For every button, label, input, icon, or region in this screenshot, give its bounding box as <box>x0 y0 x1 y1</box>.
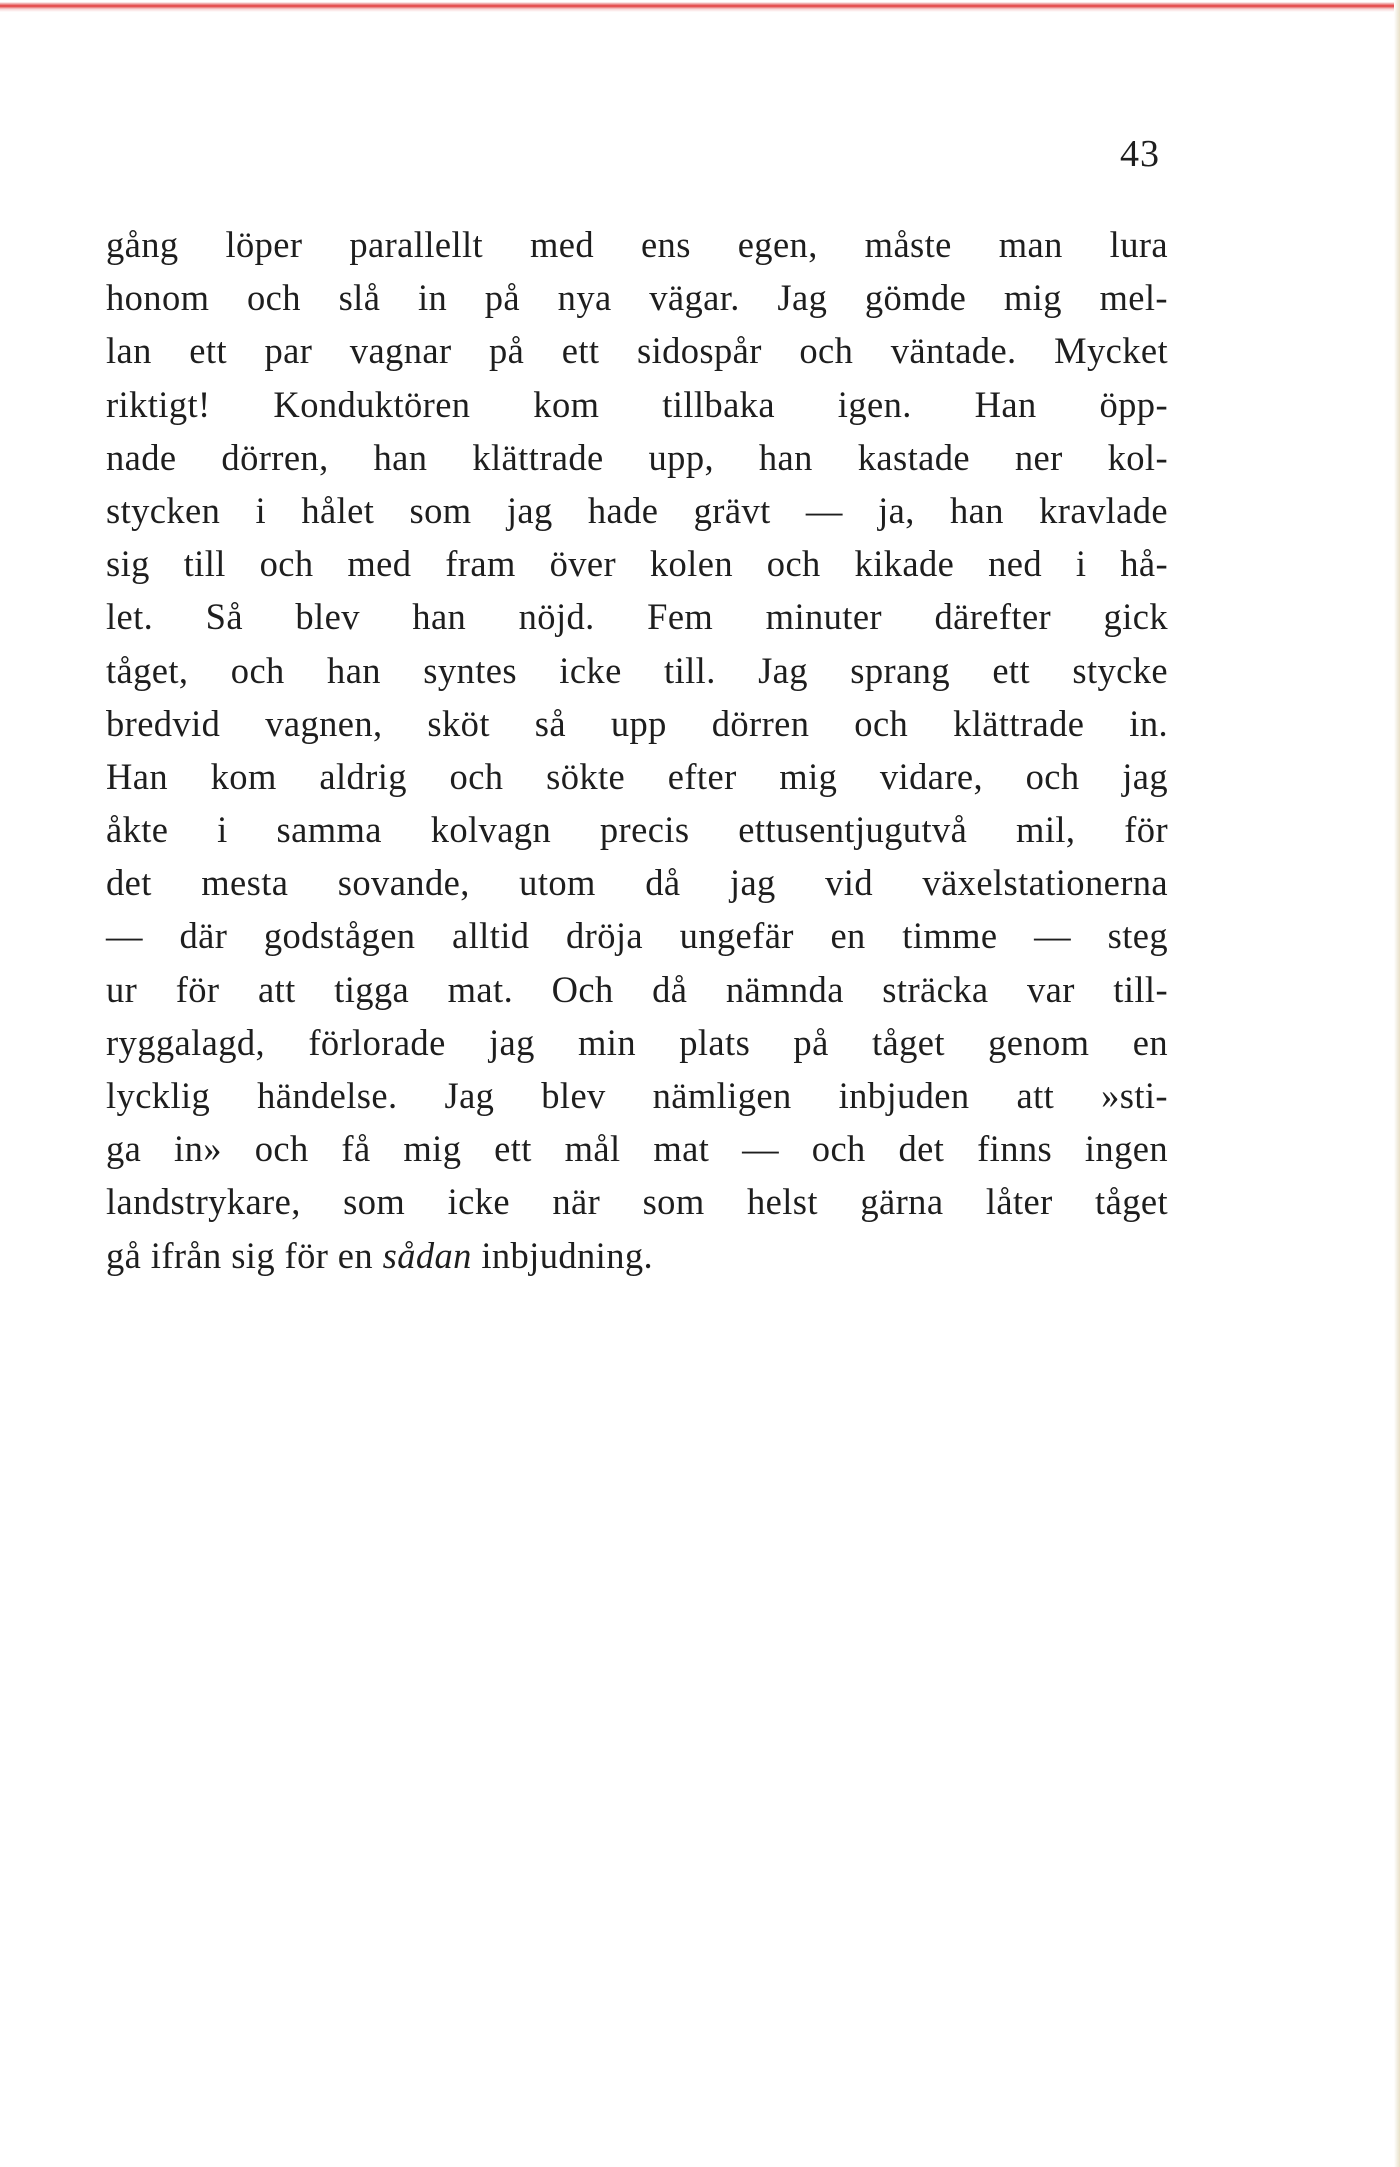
page-number: 43 <box>1120 133 1160 175</box>
body-text <box>106 218 1168 1282</box>
italic-word: sådan <box>382 1234 472 1276</box>
text-line: let. Så blev han nöjd. Fem minuter därefter gick <box>106 596 1168 638</box>
text-line: bredvid vagnen, sköt så upp dörren och klättrade in. <box>106 702 1168 744</box>
text-line: lan ett par vagnar på ett sidospår och väntade. Mycket <box>106 330 1168 372</box>
text-line: honom och slå in på nya vägar. Jag gömde mig mel- <box>106 277 1168 319</box>
text-line: Han kom aldrig och sökte efter mig vidare, och jag <box>106 755 1168 797</box>
text-line: nade dörren, han klättrade upp, han kastade ner kol- <box>106 436 1168 478</box>
text-line: tåget, och han syntes icke till. Jag sprang ett stycke <box>106 649 1168 691</box>
text-run: gå ifrån sig för en <box>106 1234 383 1276</box>
text-line: åkte i samma kolvagn precis ettusentjugutvå mil, för <box>106 809 1168 851</box>
text-line-last <box>106 1229 1168 1282</box>
text-line: det mesta sovande, utom då jag vid växelstationerna <box>106 862 1168 904</box>
text-line: gång löper parallellt med ens egen, måste man lura <box>106 224 1168 265</box>
text-line: — där godstågen alltid dröja ungefär en timme — steg <box>106 915 1168 957</box>
text-line: sig till och med fram över kolen och kikade ned i hå- <box>106 543 1168 585</box>
text-line: stycken i hålet som jag hade grävt — ja, han kravlade <box>106 489 1168 531</box>
page-right-edge <box>1394 0 1400 2167</box>
text-line: landstrykare, som icke när som helst gärna låter tåget <box>106 1181 1168 1223</box>
text-line: ur för att tigga mat. Och då nämnda sträcka var till- <box>106 968 1168 1010</box>
text-line: lycklig händelse. Jag blev nämligen inbjuden att »sti- <box>106 1075 1168 1116</box>
page-top-edge <box>0 0 1400 12</box>
text-line: riktigt! Konduktören kom tillbaka igen. Han öpp- <box>106 383 1168 425</box>
text-line: ryggalagd, förlorade jag min plats på tåget genom en <box>106 1021 1168 1063</box>
text-line: ga in» och få mig ett mål mat — och det finns ingen <box>106 1128 1168 1170</box>
text-run: inbjudning. <box>471 1234 654 1276</box>
